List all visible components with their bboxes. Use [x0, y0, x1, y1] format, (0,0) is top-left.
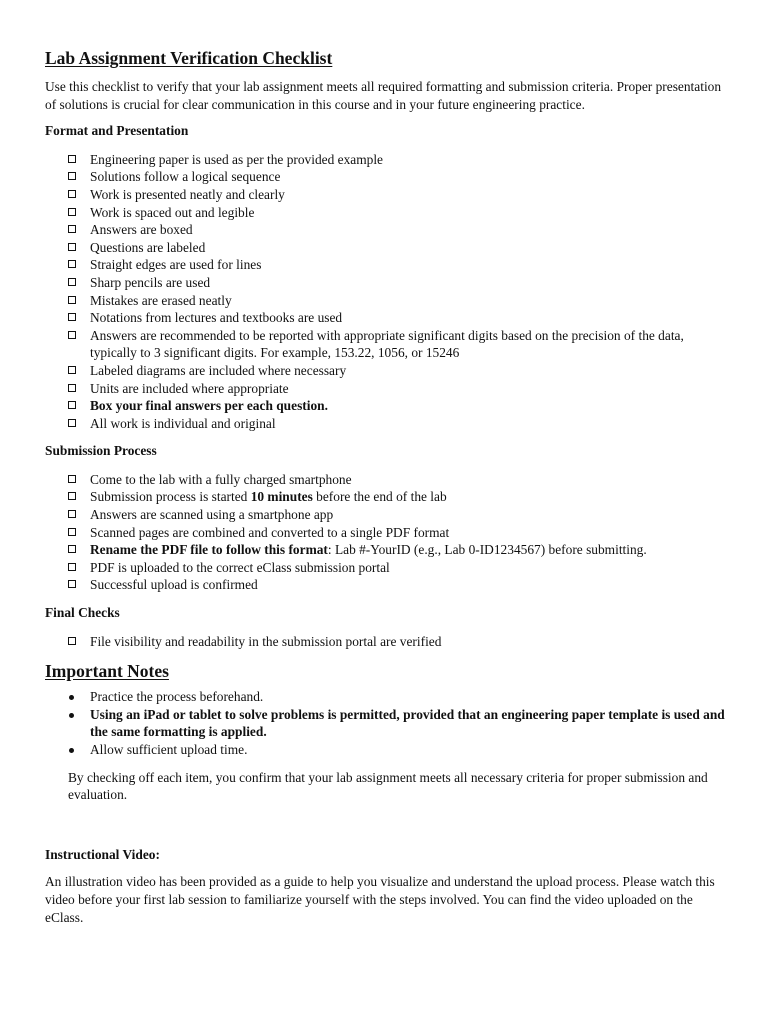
- note-item: [68, 706, 726, 741]
- checklist-item: [68, 256, 726, 274]
- intro-paragraph: Use this checklist to verify that your lab assignment meets all required formatting and submission criteria. Proper presentation of solutions is crucial for clear communication in this course and in your future engineering practice.: [45, 79, 722, 112]
- checklist-item-text: Solutions follow a logical sequence: [90, 169, 281, 185]
- checklist-item-text: Work is spaced out and legible: [90, 204, 255, 220]
- confirmation-paragraph: By checking off each item, you confirm that your lab assignment meets all necessary criteria for proper submission and evaluation.: [68, 769, 708, 803]
- checkbox-icon[interactable]: [68, 580, 76, 588]
- checkbox-icon[interactable]: [68, 278, 76, 286]
- checkbox-icon[interactable]: [68, 492, 76, 500]
- checkbox-icon[interactable]: [68, 510, 76, 518]
- checkbox-icon[interactable]: [68, 260, 76, 268]
- final-checks-heading: Final Checks: [45, 605, 120, 621]
- checkbox-icon[interactable]: [68, 155, 76, 163]
- checkbox-icon[interactable]: [68, 384, 76, 392]
- checklist-item-text: before the end of the lab: [312, 489, 447, 505]
- checklist-item: [68, 633, 726, 651]
- checklist-item: [68, 327, 726, 362]
- checklist-item: [68, 488, 726, 506]
- checklist-item-text: Sharp pencils are used: [90, 274, 211, 290]
- checklist-item-text: : Lab #-YourID (e.g., Lab 0-ID1234567) before submitting.: [327, 542, 647, 558]
- checkbox-icon[interactable]: [68, 225, 76, 233]
- checklist-item: [68, 274, 726, 292]
- checklist-item: [68, 541, 726, 559]
- checklist-item: [68, 576, 726, 594]
- notes-list: [45, 688, 726, 758]
- checkbox-icon[interactable]: [68, 419, 76, 427]
- checkbox-icon[interactable]: [68, 401, 76, 409]
- checklist-item-text: Engineering paper is used as per the provided example: [90, 151, 384, 167]
- note-item-text: Practice the process beforehand.: [90, 689, 264, 705]
- checklist-item: [68, 309, 726, 327]
- checklist-item-text: Box your final answers per each question.: [90, 398, 328, 414]
- checkbox-icon[interactable]: [68, 545, 76, 553]
- checklist-item: [68, 239, 726, 257]
- checklist-item: [68, 471, 726, 489]
- checklist-item: [68, 221, 726, 239]
- checklist-item-text: Rename the PDF file to follow this format: [90, 542, 328, 558]
- checkbox-icon[interactable]: [68, 296, 76, 304]
- checklist-item-text: Submission process is started: [90, 489, 251, 505]
- checklist-item: [68, 204, 726, 222]
- checklist-item-text: Answers are boxed: [90, 222, 193, 238]
- checklist-item: [68, 397, 726, 415]
- checkbox-icon[interactable]: [68, 243, 76, 251]
- note-item-text: Using an iPad or tablet to solve problems is permitted, provided that an engineering paper template is used and the same formatting is applied.: [90, 706, 725, 740]
- checklist-item-text: Labeled diagrams are included where necessary: [90, 362, 347, 378]
- checklist-item-text: Work is presented neatly and clearly: [90, 186, 285, 202]
- page-title: Lab Assignment Verification Checklist: [45, 48, 333, 68]
- submission-checklist: [45, 471, 726, 594]
- checklist-item-text: Units are included where appropriate: [90, 380, 289, 396]
- checkbox-icon[interactable]: [68, 313, 76, 321]
- checklist-item: [68, 186, 726, 204]
- checklist-item-text: Come to the lab with a fully charged smartphone: [90, 471, 352, 487]
- note-item-text: Allow sufficient upload time.: [90, 742, 248, 757]
- video-paragraph: An illustration video has been provided as a guide to help you visualize and understand the upload process. Please watch this video before your first lab session to familiarize yourself with the steps involved. You can find the video uploaded on the eClass.: [45, 874, 715, 925]
- checklist-item: [68, 380, 726, 398]
- checklist-item: [68, 362, 726, 380]
- checkbox-icon[interactable]: [68, 366, 76, 374]
- note-item: [68, 741, 726, 759]
- format-checklist: [45, 151, 726, 433]
- bullet-icon: [69, 748, 74, 753]
- checklist-item: [68, 559, 726, 577]
- bullet-icon: [69, 713, 74, 718]
- checkbox-icon[interactable]: [68, 528, 76, 536]
- note-item: [68, 688, 726, 706]
- checkbox-icon[interactable]: [68, 190, 76, 198]
- checklist-item-text: Straight edges are used for lines: [90, 257, 262, 273]
- checklist-item: [68, 524, 726, 542]
- checkbox-icon[interactable]: [68, 637, 76, 645]
- checklist-item-text: Notations from lectures and textbooks are used: [90, 310, 343, 326]
- checklist-item-text: All work is individual and original: [90, 415, 276, 431]
- checkbox-icon[interactable]: [68, 563, 76, 571]
- checklist-item-text: Answers are recommended to be reported with appropriate significant digits based on the precision of the data, typically to 3 significant digits. For example, 153.22, 1056, or 15246: [90, 327, 684, 361]
- submission-heading: Submission Process: [45, 443, 157, 459]
- checkbox-icon[interactable]: [68, 475, 76, 483]
- checklist-item: [68, 151, 726, 169]
- checklist-item: [68, 506, 726, 524]
- checkbox-icon[interactable]: [68, 331, 76, 339]
- checklist-item-text: PDF is uploaded to the correct eClass submission portal: [90, 559, 390, 575]
- checklist-item-text: Mistakes are erased neatly: [90, 292, 232, 308]
- checklist-item-text: File visibility and readability in the submission portal are verified: [90, 633, 442, 649]
- checkbox-icon[interactable]: [68, 208, 76, 216]
- checklist-item: [68, 292, 726, 310]
- checklist-item-text: Questions are labeled: [90, 239, 206, 255]
- bullet-icon: [69, 695, 74, 700]
- checklist-item: [68, 168, 726, 186]
- checkbox-icon[interactable]: [68, 172, 76, 180]
- checklist-item-text: Successful upload is confirmed: [90, 577, 258, 593]
- checklist-item-text: 10 minutes: [250, 489, 313, 505]
- important-notes-heading: Important Notes: [45, 661, 169, 682]
- final-checklist: [45, 633, 726, 651]
- checklist-item: [68, 415, 726, 433]
- checklist-item-text: Scanned pages are combined and converted to a single PDF format: [90, 524, 450, 540]
- format-heading: Format and Presentation: [45, 123, 189, 139]
- checklist-item-text: Answers are scanned using a smartphone app: [90, 507, 334, 523]
- video-heading: Instructional Video:: [45, 846, 160, 862]
